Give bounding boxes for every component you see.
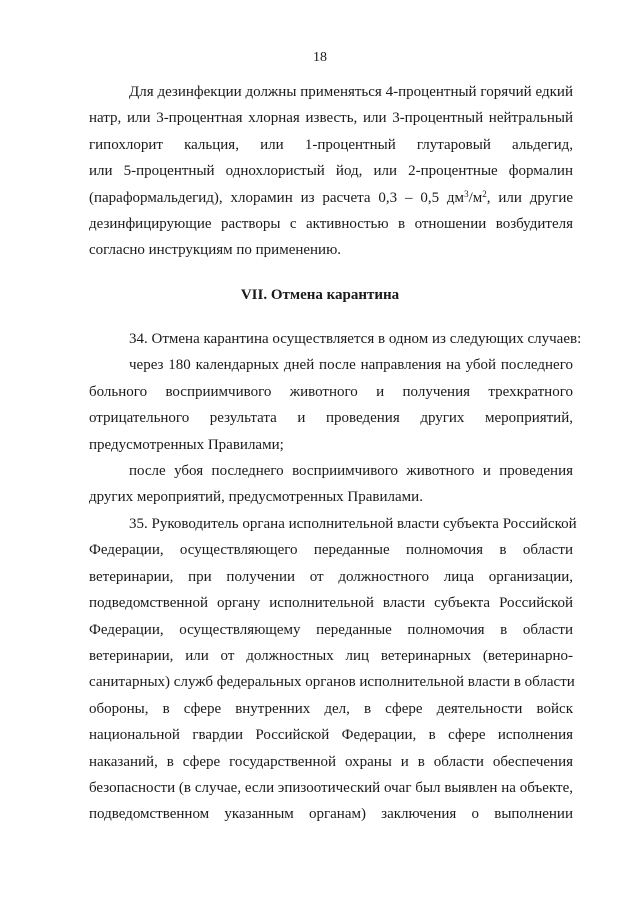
text-segment: (параформальдегид), хлорамин из расчета 0,3 – 0,5 дм bbox=[89, 189, 465, 206]
text-line: безопасности (в случае, если эпизоотический очаг был выявлен на объекте, bbox=[89, 780, 573, 797]
unit-denominator: /м bbox=[468, 189, 483, 206]
text-line: Для дезинфекции должны применяться 4-процентный горячий едкий bbox=[129, 84, 573, 100]
unit-exponent: 2 bbox=[482, 188, 487, 199]
text-line: национальной гвардии Российской Федерации, в сфере исполнения bbox=[89, 727, 573, 744]
text-line: согласно инструкциям по применению. bbox=[89, 242, 342, 259]
disinfection-paragraph bbox=[89, 79, 573, 264]
text-line: подведомственном указанным органам) заключения о выполнении bbox=[89, 806, 573, 823]
text-line: санитарных) служб федеральных органов исполнительной власти в области bbox=[89, 674, 575, 691]
text-line: обороны, в сфере внутренних дел, в сфере деятельности войск bbox=[89, 700, 573, 717]
text-line: через 180 календарных дней после направления на убой последнего bbox=[129, 357, 573, 374]
section-heading: VII. Отмена карантина bbox=[240, 287, 400, 303]
page-number: 18 bbox=[313, 50, 327, 65]
text-line: 35. Руководитель органа исполнительной власти субъекта Российской bbox=[129, 516, 577, 532]
item-34 bbox=[89, 326, 582, 511]
text-line-with-units bbox=[89, 185, 573, 211]
text-line: других мероприятий, предусмотренных Правилами. bbox=[89, 489, 423, 506]
text-line: или 5-процентный однохлористый йод, или 2-процентные формалин bbox=[89, 163, 573, 180]
text-line: отрицательного результата и проведения других мероприятий, bbox=[89, 410, 573, 427]
text-line: дезинфицирующие растворы с активностью в отношении возбудителя bbox=[89, 216, 573, 233]
text-line: ветеринарии, при получении от должностного лица организации, bbox=[89, 568, 573, 585]
text-line: подведомственной органу исполнительной власти субъекта Российской bbox=[89, 595, 573, 612]
unit-exponent: 3 bbox=[464, 188, 469, 199]
text-line: наказаний, в сфере государственной охраны и в области обеспечения bbox=[89, 753, 573, 770]
text-line: Федерации, осуществляющего переданные полномочия в области bbox=[89, 542, 573, 559]
text-line: Федерации, осуществляющему переданные полномочия в области bbox=[89, 621, 573, 638]
text-line: больного восприимчивого животного и получения трехкратного bbox=[89, 383, 573, 400]
text-segment: , или другие bbox=[486, 189, 574, 206]
text-line: натр, или 3-процентная хлорная известь, или 3-процентный нейтральный bbox=[89, 110, 573, 127]
item-35 bbox=[89, 511, 577, 828]
text-line: предусмотренных Правилами; bbox=[89, 436, 284, 453]
item-34-intro: 34. Отмена карантина осуществляется в одном из следующих случаев: bbox=[129, 331, 582, 347]
text-line: гипохлорит кальция, или 1-процентный глутаровый альдегид, bbox=[89, 136, 573, 153]
text-line: ветеринарии, или от должностных лиц ветеринарных (ветеринарно- bbox=[89, 648, 573, 665]
text-line: после убоя последнего восприимчивого животного и проведения bbox=[129, 463, 573, 480]
